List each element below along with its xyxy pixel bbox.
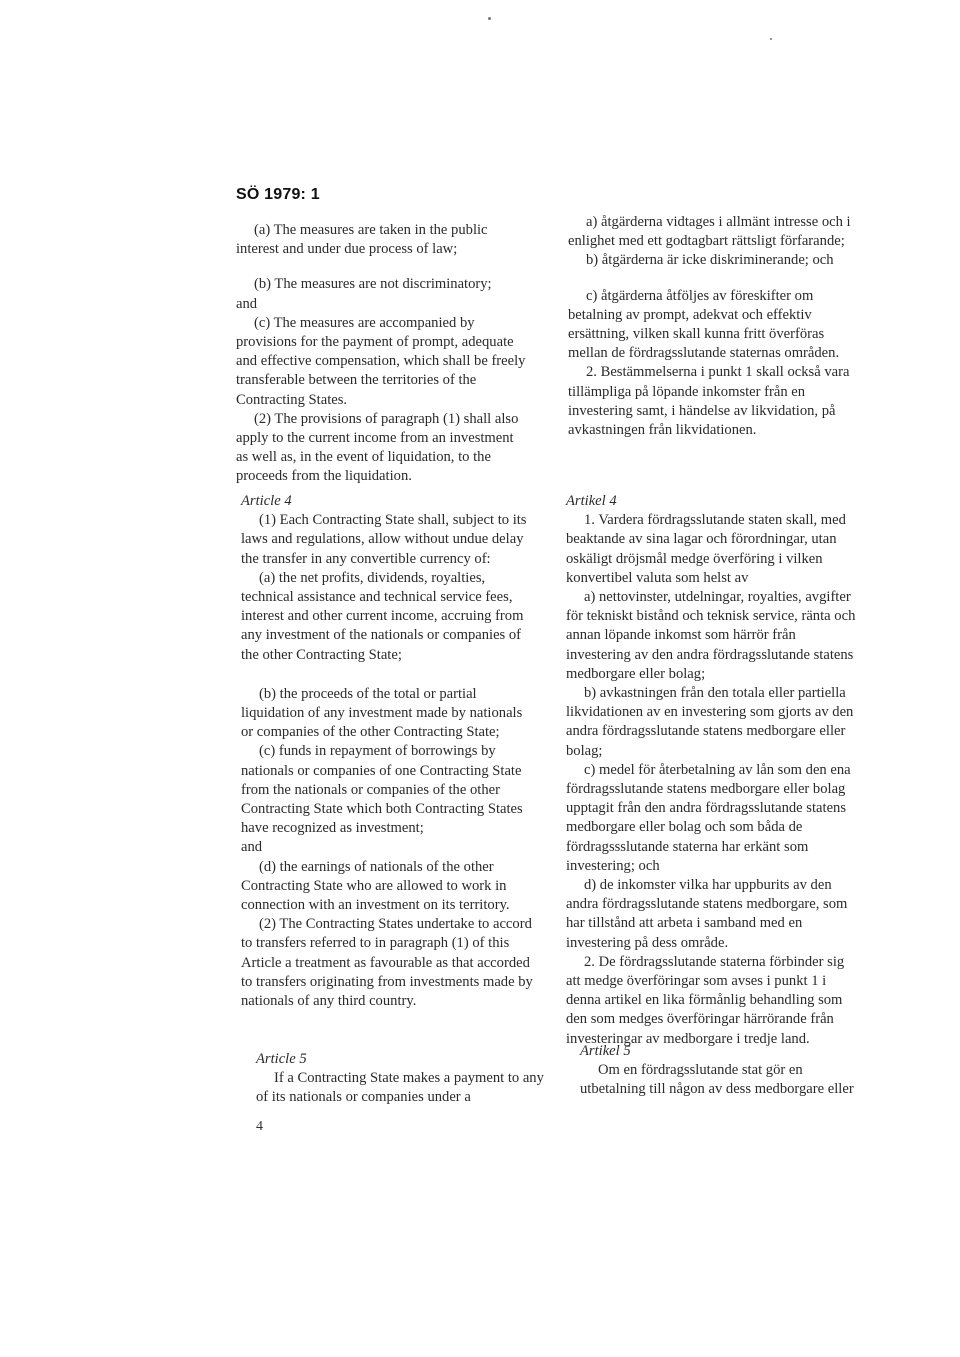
swedish-article-4 — [566, 492, 862, 1049]
document-reference: SÖ 1979: 1 — [236, 186, 320, 203]
swedish-art4-paragraph-1: 1. Vardera fördragsslutande staten skall, med beaktande av sina lagar och förordningar, utan oskäligt dröjsmål medge överföring i vilken konvertibel valuta som helst av — [566, 512, 846, 586]
english-art4-paragraph-2: (2) The Contracting States undertake to accord to transfers referred to in paragraph (1) of this Article a treatment as favourable as that accorded to transfers originating from investments made by nationals of any third country. — [241, 916, 533, 1010]
english-art4-item-a: (a) the net profits, dividends, royalties, technical assistance and technical service fees, interest and other current income, accruing from any investment of the nationals or companies of the other Contracting State; — [241, 569, 524, 663]
swedish-art4-item-d: d) de inkomster vilka har uppburits av den andra fördragsslutande statens medborgare, som har tillstånd att arbeta i samband med en investering på dess område. — [566, 877, 848, 951]
swedish-article-3-continued — [568, 213, 862, 440]
swedish-art4-item-a: a) nettovinster, utdelningar, royalties, avgifter för tekniskt bistånd och teknisk service, ränta och annan löpande inkomst som härrör från investering av den andra fördragsslutande statens medborgare eller bolag; — [566, 589, 856, 682]
english-article-5 — [256, 1050, 544, 1108]
english-art5-paragraph-1: If a Contracting State makes a payment to any of its nationals or companies under a — [256, 1070, 544, 1106]
page-number: 4 — [256, 1119, 263, 1134]
swedish-art4-item-b: b) avkastningen från den totala eller partiella likvidationen av en investering som gjorts av den andra fördragsslutande statens medborgare eller bolag; — [566, 685, 854, 759]
english-art3-item-b: (b) The measures are not discriminatory; — [254, 276, 492, 293]
english-art3-and: and — [236, 295, 258, 312]
swedish-art3-item-a: a) åtgärderna vidtages i allmänt intresse och i enlighet med ett godtagbart rättsligt förfarande; — [568, 214, 851, 250]
scan-speck — [770, 38, 772, 40]
swedish-art4-paragraph-2: 2. De fördragsslutande staterna förbinder sig att medge överföringar som avses i punkt 1 i denna artikel en lika förmånlig behandling som den som medges överföringar härrörande från investeringar av medborgare i tredje land. — [566, 953, 845, 1047]
english-art3-item-c: (c) The measures are accompanied by provisions for the payment of prompt, adequate and effective compensation, which shall be freely transferable between the territories of the Contracting States. — [236, 314, 526, 408]
swedish-article-5 — [580, 1042, 870, 1100]
swedish-art4-item-c: c) medel för återbetalning av lån som den ena fördragsslutande statens medborgare eller bolag upptagit från den andra fördragsslutande statens medborgare eller bolag och som båda de fördragssslutande staterna har erkänt som investering; och — [566, 761, 851, 874]
english-art4-item-b: (b) the proceeds of the total or partial liquidation of any investment made by nationals or companies of the other Contracting State; — [241, 685, 523, 741]
english-art4-item-c: (c) funds in repayment of borrowings by nationals or companies of one Contracting State from the nationals or companies of the other Contracting State which both Contracting States have recognized as investment; — [241, 743, 523, 837]
swedish-art3-item-c: c) åtgärderna åtföljes av föreskifter om betalning av prompt, adekvat och effektiv ersättning, vilken skall kunna fritt överföras mellan de fördragsslutande staternas områden. — [568, 287, 840, 362]
english-art4-item-d: (d) the earnings of nationals of the other Contracting State who are allowed to work in connection with an investment on its territory. — [241, 858, 510, 914]
swedish-art3-paragraph-2: 2. Bestämmelserna i punkt 1 skall också vara tillämpliga på löpande inkomster från en investering samt, i händelse av likvidation, på avkastningen från likvidationen. — [568, 364, 850, 439]
swedish-article-4-heading: Artikel 4 — [566, 493, 617, 509]
swedish-article-5-heading: Artikel 5 — [580, 1043, 631, 1059]
swedish-art3-item-b: b) åtgärderna är icke diskriminerande; och — [586, 252, 834, 269]
english-art3-item-a: (a) The measures are taken in the public interest and under due process of law; — [236, 222, 488, 258]
english-article-4 — [241, 492, 533, 1011]
english-article-4-heading: Article 4 — [241, 493, 292, 509]
english-article-5-heading: Article 5 — [256, 1051, 307, 1067]
scan-speck — [488, 17, 491, 20]
english-art3-paragraph-2: (2) The provisions of paragraph (1) shall also apply to the current income from an investment as well as, in the event of liquidation, to the proceeds from the liquidation. — [236, 410, 519, 485]
english-art4-and: and — [241, 839, 263, 856]
english-article-3-continued — [236, 221, 528, 487]
swedish-art5-paragraph-1: Om en fördragsslutande stat gör en utbetalning till någon av dess medborgare eller — [580, 1062, 854, 1098]
english-art4-paragraph-1: (1) Each Contracting State shall, subject to its laws and regulations, allow without undue delay the transfer in any convertible currency of: — [241, 512, 527, 567]
